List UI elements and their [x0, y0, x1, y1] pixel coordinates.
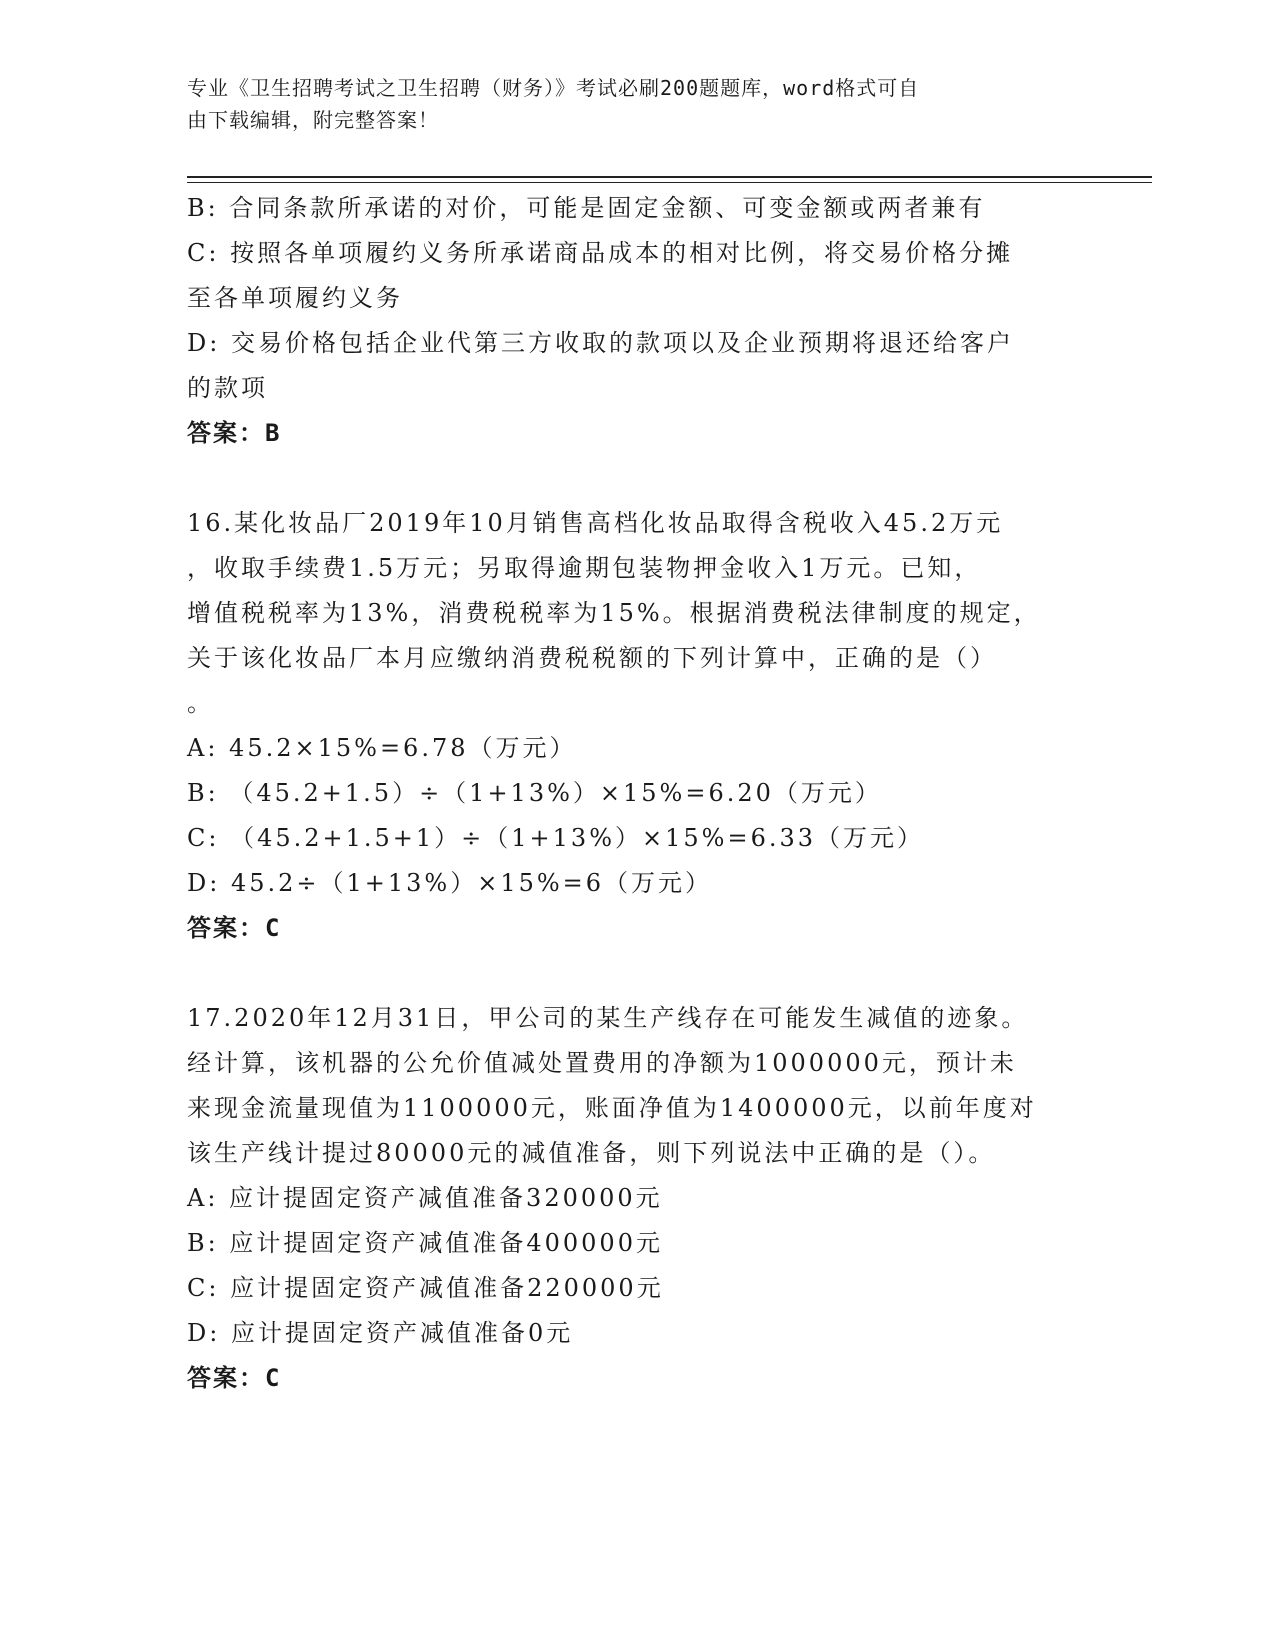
q16-stem-line-5: 。	[187, 689, 214, 717]
q17-option-b: B: 应计提固定资产减值准备400000元	[187, 1229, 663, 1257]
q16-stem-line-4: 关于该化妆品厂本月应缴纳消费税税额的下列计算中，正确的是（）	[187, 644, 997, 672]
header-line-2: 由下载编辑，附完整答案！	[187, 108, 439, 132]
spacer	[187, 951, 1067, 996]
question-15-continued	[187, 186, 1067, 456]
header-divider-thick	[187, 176, 1152, 178]
header-divider-thin	[187, 182, 1152, 183]
spacer	[187, 456, 1067, 501]
q17-stem-line-4: 该生产线计提过80000元的减值准备，则下列说法中正确的是（）。	[187, 1139, 996, 1167]
q15-option-b: B: 合同条款所承诺的对价，可能是固定金额、可变金额或两者兼有	[187, 194, 986, 222]
q16-answer: 答案：C	[187, 914, 282, 942]
q17-option-d: D: 应计提固定资产减值准备0元	[187, 1319, 574, 1347]
q16-option-c: C: （45.2+1.5+1）÷（1+13%）×15%=6.33（万元）	[187, 824, 925, 852]
q16-stem-line-3: 增值税税率为13%，消费税税率为15%。根据消费税法律制度的规定，	[187, 599, 1041, 627]
document-header	[187, 72, 1067, 136]
document-body	[187, 186, 1067, 1401]
question-16	[187, 501, 1067, 951]
header-line-1: 专业《卫生招聘考试之卫生招聘（财务）》考试必刷200题题库，word格式可自	[187, 76, 920, 100]
q16-stem-line-2: ，收取手续费1.5万元；另取得逾期包装物押金收入1万元。已知，	[187, 554, 982, 582]
q15-answer: 答案：B	[187, 419, 282, 447]
q17-stem-line-2: 经计算，该机器的公允价值减处置费用的净额为1000000元，预计未	[187, 1049, 1017, 1077]
question-17	[187, 996, 1067, 1401]
q17-answer: 答案：C	[187, 1364, 282, 1392]
q17-stem-line-1: 17.2020年12月31日，甲公司的某生产线存在可能发生减值的迹象。	[187, 1004, 1029, 1032]
q15-option-c-line-2: 至各单项履约义务	[187, 284, 403, 312]
q16-stem-line-1: 16.某化妆品厂2019年10月销售高档化妆品取得含税收入45.2万元	[187, 509, 1004, 537]
q16-option-b: B: （45.2+1.5）÷（1+13%）×15%=6.20（万元）	[187, 779, 882, 807]
q16-option-a: A: 45.2×15%=6.78（万元）	[187, 734, 577, 762]
q15-option-d-line-1: D: 交易价格包括企业代第三方收取的款项以及企业预期将退还给客户	[187, 329, 1014, 357]
q15-option-d-line-2: 的款项	[187, 374, 268, 402]
q17-stem-line-3: 来现金流量现值为1100000元，账面净值为1400000元，以前年度对	[187, 1094, 1037, 1122]
q15-option-c-line-1: C: 按照各单项履约义务所承诺商品成本的相对比例，将交易价格分摊	[187, 239, 1014, 267]
q16-option-d: D: 45.2÷（1+13%）×15%=6（万元）	[187, 869, 713, 897]
q17-option-a: A: 应计提固定资产减值准备320000元	[187, 1184, 663, 1212]
q17-option-c: C: 应计提固定资产减值准备220000元	[187, 1274, 664, 1302]
